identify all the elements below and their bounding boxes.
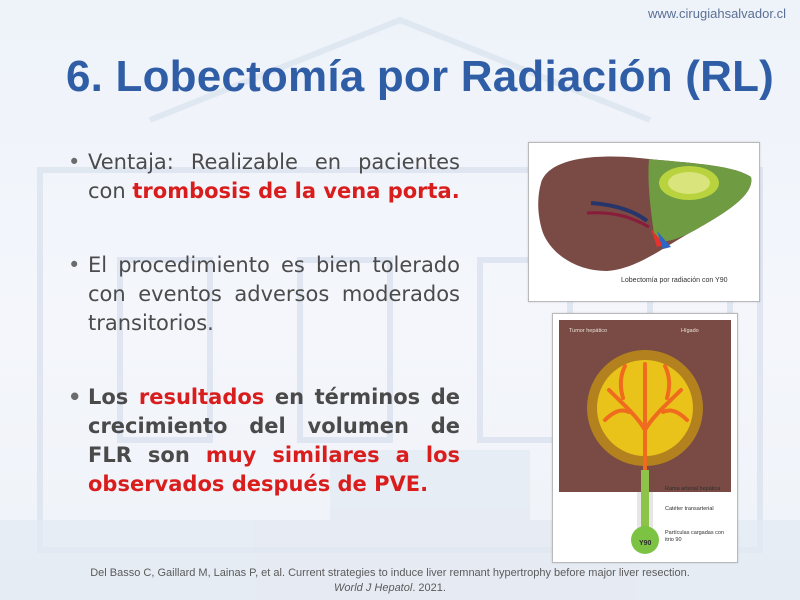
figure1-caption: Lobectomía por radiación con Y90 (621, 277, 728, 284)
label-liver: Hígado (681, 328, 699, 334)
y90-schematic-illustration (559, 320, 731, 556)
bullet-results-highlight2: muy similares a los observados después de PVE. (88, 443, 460, 496)
bullet-list (88, 148, 460, 499)
label-y90: Y90 (639, 540, 652, 547)
bullet-advantage (88, 148, 460, 206)
liver-lobectomy-figure (528, 142, 760, 302)
citation-journal: World J Hepatol (334, 582, 413, 594)
label-artery-branch: Rama arterial hepática (665, 486, 721, 492)
bullet-results-highlight1: resultados (138, 385, 265, 409)
label-particles: Partículas cargadas con itrio 90 (665, 530, 725, 543)
bullet-results (88, 383, 460, 499)
liver-illustration (529, 143, 759, 273)
citation-year: . 2021. (412, 582, 446, 594)
label-tumor: Tumor hepático (569, 328, 608, 334)
citation (80, 566, 700, 596)
website-url[interactable]: www.cirugiahsalvador.cl (647, 6, 786, 21)
bullet-tolerance-text: El procedimiento es bien tolerado con eventos adversos moderados transitorios. (88, 253, 460, 335)
bullet-advantage-highlight: trombosis de la vena porta. (132, 179, 460, 203)
bullet-results-part1: Los (88, 385, 139, 409)
bullet-tolerance (88, 251, 460, 338)
citation-text: Del Basso C, Gaillard M, Lainas P, et al. Current strategies to induce liver remnant hypertrophy before major liver resection. (90, 567, 690, 579)
label-catheter: Catéter transarterial (665, 506, 714, 512)
slide-title: 6. Lobectomía por Radiación (RL) (65, 52, 774, 101)
bullet-results-part2: en términos de crecimiento del volumen de FLR son (88, 385, 460, 467)
bullet-advantage-text: Ventaja: Realizable en pacientes con (88, 150, 460, 203)
y90-schematic-figure (552, 313, 738, 563)
